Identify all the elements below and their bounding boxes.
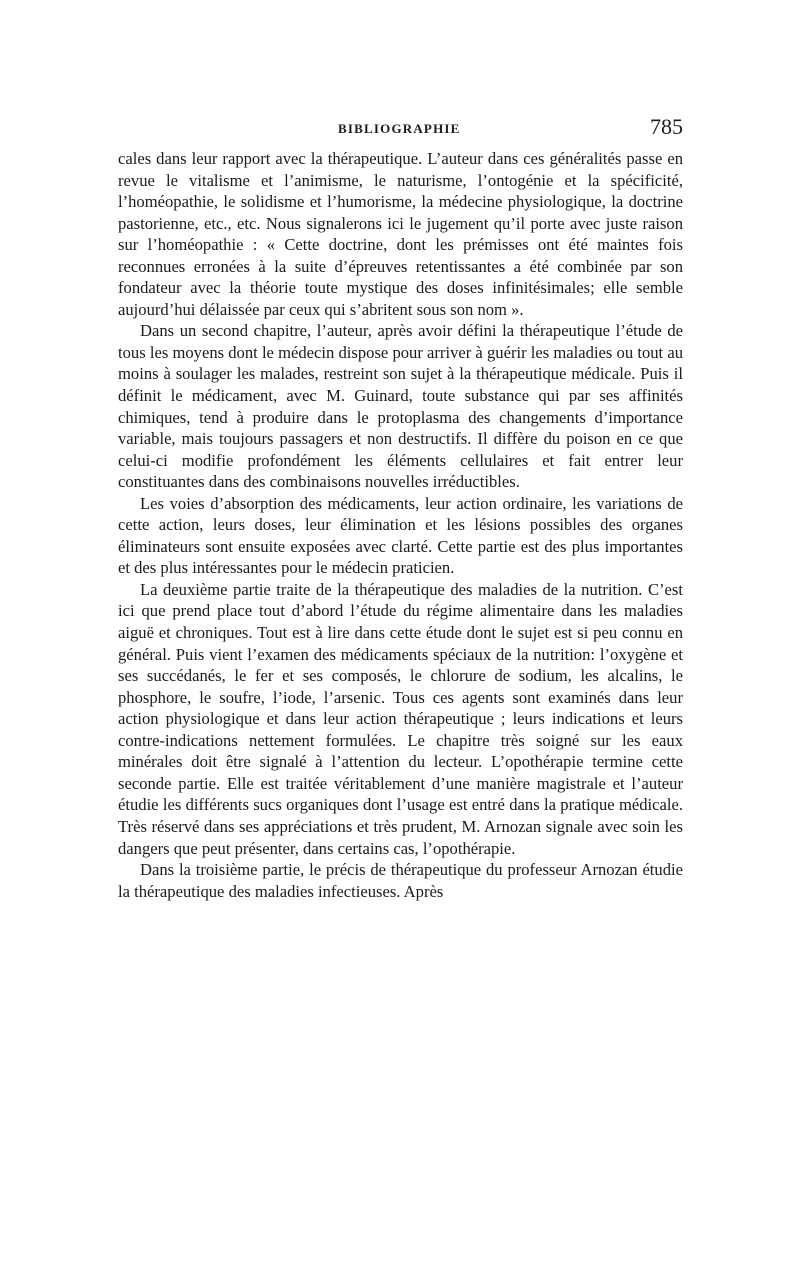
- running-title: BIBLIOGRAPHIE: [338, 121, 461, 136]
- paragraph-second-part: La deuxième partie traite de la thérapeutique des maladies de la nutrition. C’est ici que prend place tout d’abord l’étude du régime alimentaire dans les maladies aiguë et chroniques. Tout est à lire dans cette étude dont le sujet est si peu connu en général. Puis vient l’examen des médicaments spéciaux de la nutrition: l’oxygène et ses succédanés, le fer et ses composés, le chlorure de sodium, les alcalins, le phosphore, le soufre, l’iode, l’arsenic. Tous ces agents sont examinés dans leur action physiologique et dans leur action thérapeutique ; leurs indications et leurs contre-indications nettement formulées. Le chapitre très soigné sur les eaux minérales doit être signalé à l’attention du lecteur. L’opothérapie termine cette seconde partie. Elle est traitée véritablement d’une manière magistrale et l’auteur étudie les différents sucs organiques dont l’usage est entré dans la pratique médicale. Très réservé dans ses appréciations et très prudent, M. Arnozan signale avec soin les dangers que peut présenter, dans certains cas, l’opothérapie.: [118, 579, 683, 858]
- body-text: [118, 148, 683, 902]
- page-number: 785: [650, 114, 683, 139]
- paragraph-continued: cales dans leur rapport avec la thérapeutique. L’auteur dans ces généralités passe en revue le vitalisme et l’animisme, le naturisme, l’ontogénie et la spécificité, l’homéopathie, le solidisme et l’humorisme, la médecine physiologique, la doctrine pastorienne, etc., etc. Nous signalerons ici le jugement qu’il porte avec juste raison sur l’homéopathie : « Cette doctrine, dont les prémisses ont été maintes fois reconnues erronées à la suite d’épreuves retentissantes a été combinée par son fondateur avec la théorie toute mystique des doses infinitésimales; elle semble aujourd’hui délaissée par ceux qui s’abritent sous son nom ».: [118, 149, 683, 319]
- book-page: [118, 112, 683, 902]
- running-head: [118, 112, 683, 142]
- paragraph-second-chapter: Dans un second chapitre, l’auteur, après avoir défini la thérapeutique l’étude de tous les moyens dont le médecin dispose pour arriver à guérir les maladies ou tout au moins à soulager les malades, restreint son sujet à la thérapeutique médicale. Puis il définit le médicament, avec M. Guinard, toute substance qui par ses affinités chimiques, tend à produire dans le protoplasma des changements d’importance variable, mais toujours passagers et non destructifs. Il diffère du poison en ce que celui-ci modifie profondément les éléments cellulaires et fait entrer leur constituantes dans des combinaisons nouvelles irréductibles.: [118, 321, 683, 492]
- paragraph-absorption: Les voies d’absorption des médicaments, leur action ordinaire, les variations de cette action, leurs doses, leur élimination et les lésions possibles des organes éliminateurs sont ensuite exposées avec clarté. Cette partie est des plus importantes et des plus intéressantes pour le médecin praticien.: [118, 493, 683, 578]
- paragraph-third-part: Dans la troisième partie, le précis de thérapeutique du professeur Arnozan étudie la thérapeutique des maladies infectieuses. Après: [118, 860, 683, 901]
